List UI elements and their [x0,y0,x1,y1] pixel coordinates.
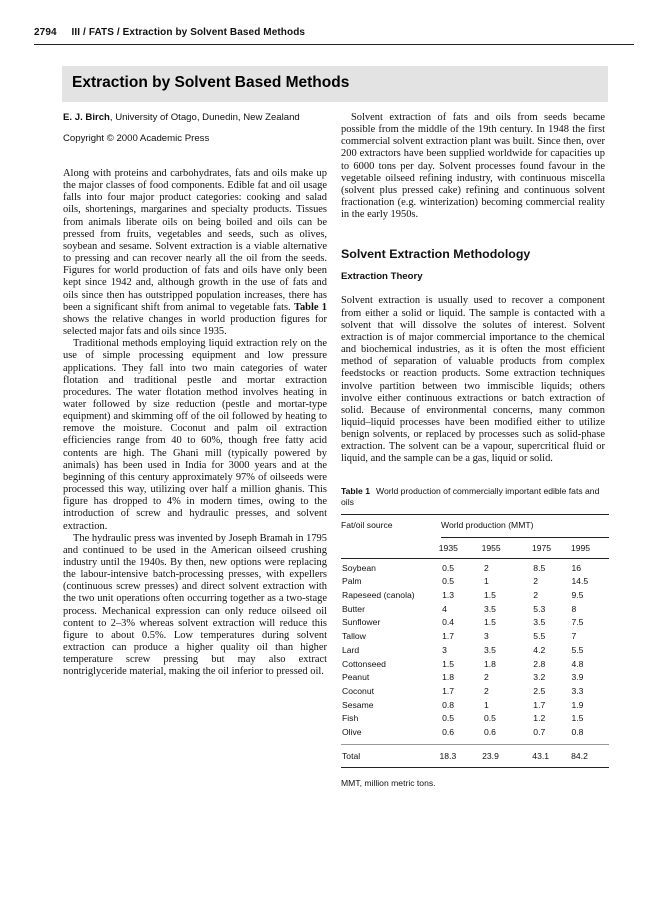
oil-name-cell: Rapeseed (canola) [342,590,415,600]
production-value-cell: 5.5 [533,631,546,642]
table-row [341,644,609,658]
subsection-heading: Extraction Theory [341,271,423,283]
production-value-cell: 0.5 [442,713,455,724]
table-group-header-row [341,515,609,537]
intro-paragraph-1-text: Along with proteins and carbohydrates, fats and oils make up the major classes of food components. Edible fat and oil usage falls into four major product categories: cooking and salad oils, shortenings, margarines and specialty products. Tissues from animals liberate oils on being boiled and oils can be pressed from fruits, vegetables and seeds, such as olives, soybean and sesame. Solvent extraction is a viable alternative to pressing and can recover nearly all the oil from the seeds. Figures for world production of fats and oils have only been kept since 1942 and, although growth in the use of fats and oils since then has outstripped population increases, there has been a significant shift from animal to vegetable fats. [63,168,327,313]
production-value-cell: 0.8 [442,699,455,710]
author-affiliation: , University of Otago, Dunedin, New Zealand [109,112,300,123]
table-row [341,562,609,576]
year-header: 1935 [438,542,458,553]
production-value-cell: 1.5 [483,590,496,600]
production-value-cell: 1.7 [442,685,455,696]
right-column [341,112,605,788]
table-footnote: MMT, million metric tons. [341,777,436,788]
table-rows [341,562,609,740]
table-row [341,685,609,699]
intro-paragraph-1 [63,168,327,338]
production-value-cell: 3 [483,631,489,642]
total-label: Total [342,750,361,761]
intro-body [63,168,327,679]
production-value-cell: 0.5 [442,562,455,573]
total-cell: 23.9 [482,750,499,761]
production-value-cell: 3.9 [571,672,584,683]
table-1-reference[interactable]: Table 1 [293,301,327,313]
author-name: E. J. Birch [63,112,110,123]
table-row [341,726,609,740]
table-row [341,671,609,685]
production-value-cell: 1.2 [533,713,546,724]
production-value-cell: 3 [442,644,447,655]
production-value-cell: 7 [571,631,577,642]
oil-name-cell: Soybean [342,562,376,573]
production-value-cell: 8 [571,603,577,614]
oil-name-cell: Peanut [342,672,370,683]
total-cell: 18.3 [439,750,457,761]
production-value-cell: 0.5 [442,576,455,587]
year-header-row [341,538,609,558]
table-row [341,658,609,672]
intro-paragraph-3: The hydraulic press was invented by Joseph Bramah in 1795 and continued to be used in the American oilseed crushing industry until the 1940s. By then, new options were replacing the labour-intensive batch-processing presses, with expellers (continuous screw presses) and direct solvent extraction with the two unit operations often occurring together as a two-stage process. Mechanical expression can only reduce oilseed oil content to 2–3% whereas solvent extraction will reduce this figure to about 0.5%. Low temperatures during solvent extraction can produce a higher quality oil than higher temperature screw pressing but may also extract nontriglyceride material, making the oil inferior to pressed oil. [63,532,327,678]
table-row [341,630,609,644]
table-row [341,575,609,589]
oil-name-cell: Palm [342,576,362,587]
production-value-cell: 3.5 [483,603,496,614]
intro-paragraph-1-tail: shows the relative changes in world production figures for selected major fats and oils since 1935. [63,313,327,338]
production-value-cell: 1.5 [442,658,455,669]
production-value-cell: 0.7 [533,727,546,738]
oil-name-cell: Sunflower [342,617,381,628]
history-paragraph: Solvent extraction of fats and oils from seeds became possible from the middle of the 19th century. In 1948 the first commercial solvent extraction plant was built. Since then, over 200 extractors have been supplied worldwide for capacities up to 6000 tons per day. Solvent processes found favour in the vegetable oilseed refining industry, with continuous miscella (solvent plus pressed cake) refining and continuous solvent fractionation (e.g. winterization) becoming commercial reality in the early 1950s. [341,112,605,221]
header-rule [34,44,634,45]
theory-paragraph: Solvent extraction is usually used to recover a component from either a solid or liquid. The sample is contacted with a solvent that will dissolve the solutes of interest. Solvent extraction is of major commercial importance to the chemical and biochemical industries, as it is often the most efficient method of separation of valuable products from complex feedstocks or reaction products. Some extraction techniques involve partition between two immiscible liquids; others involve either continuous extractions or batch extraction of solid. Because of environmental concerns, many common liquid–liquid processes have been modified either to utilize benign solvents, or replaced by processes such as solid-phase extraction. The solvent can be a vapour, supercritical fluid or liquid, and the sample can be a gas, liquid or solid. [341,295,605,465]
table-bottom-rule [341,767,609,768]
production-table [341,515,609,537]
table-body [341,562,609,740]
table-row [341,699,609,713]
production-value-cell: 1.9 [571,699,584,710]
production-value-cell: 1.5 [483,617,496,628]
table-row [341,589,609,603]
row-header-label: Fat/oil source [341,519,393,530]
table-label: Table 1 [341,485,370,496]
production-value-cell: 0.4 [442,617,455,628]
oil-name-cell: Coconut [342,685,375,696]
production-value-cell: 4 [442,603,447,614]
table-row [341,603,609,617]
production-value-cell: 4.2 [533,644,546,655]
production-value-cell: 2.8 [533,658,546,669]
production-value-cell: 14.5 [571,576,589,587]
copyright-line: Copyright © 2000 Academic Press [63,133,210,144]
production-value-cell: 0.8 [571,727,584,738]
production-value-cell: 1.8 [483,658,496,669]
oil-name-cell: Tallow [342,631,366,642]
production-value-cell: 0.6 [483,727,496,738]
oil-name-cell: Olive [342,727,362,738]
production-value-cell: 0.5 [483,713,496,724]
production-value-cell: 1.7 [442,631,455,642]
title-banner [62,66,608,102]
production-value-cell: 1.7 [533,699,546,710]
page-number: 2794 [34,27,57,38]
table-caption [341,486,605,508]
year-header: 1975 [531,542,552,553]
total-cell: 43.1 [532,750,550,761]
production-value-cell: 3.5 [483,644,496,655]
oil-name-cell: Butter [342,603,365,614]
table-row [341,616,609,630]
year-header: 1995 [570,542,591,553]
year-header: 1955 [481,542,501,553]
production-value-cell: 1.8 [442,672,455,683]
production-value-cell: 0.6 [442,727,455,738]
total-table [341,745,609,767]
intro-paragraph-2: Traditional methods employing liquid extraction rely on the use of simple processing equipment and low pressure applications. They fall into two main categories of water flotation and traditional pestle and mortar extraction procedures. The water flotation method involves heating in water followed by size reduction (pestle and mortar-type equipment) and skimming off of the oil followed by heating to remove the moisture. Coconut and palm oil extraction efficiencies range from 40 to 60%, though free fatty acid contents are high. The Ghani mill (typically powered by animals) has been used in India for 3000 years and at the beginning of this century approximately 97% of oilseeds were processed this way, utilizing over half a million ghanis. This figure has dropped to 4% in modern times, owing to the introduction of screw and hydraulic presses, and solvent extraction. [63,338,327,532]
production-value-cell: 2 [483,685,489,696]
production-value-cell: 1 [483,576,489,587]
production-value-cell: 2.5 [533,685,546,696]
production-value-cell: 2 [483,672,489,683]
oil-name-cell: Fish [342,713,359,724]
production-value-cell: 5.3 [533,603,546,614]
left-column [63,112,327,679]
running-head [34,27,305,38]
production-value-cell: 3.5 [533,617,546,628]
production-value-cell: 4.8 [571,658,584,669]
production-value-cell: 2 [533,590,539,600]
production-value-cell: 1.5 [571,713,584,724]
table-row [341,712,609,726]
oil-name-cell: Sesame [342,699,374,710]
oil-name-cell: Cottonseed [342,658,386,669]
table-caption-text: World production of commercially important edible fats and oils [341,485,600,507]
author-line [63,112,327,124]
production-value-cell: 1.3 [442,590,455,600]
production-value-cell: 2 [483,562,489,573]
header-bottom-rule [341,558,609,559]
production-value-cell: 3.3 [571,685,584,696]
production-value-cell: 9.5 [571,590,584,600]
running-head-section: III / FATS / Extraction by Solvent Based Methods [71,27,306,38]
article-title: Extraction by Solvent Based Methods [72,74,350,91]
section-heading: Solvent Extraction Methodology [341,247,531,262]
production-value-cell: 8.5 [533,562,546,573]
oil-name-cell: Lard [342,644,360,655]
production-value-cell: 16 [571,562,582,573]
production-value-cell: 2 [533,576,539,587]
group-header: World production (MMT) [441,519,534,530]
production-value-cell: 3.2 [533,672,546,683]
year-header-table [341,538,609,558]
production-value-cell: 1 [483,699,489,710]
production-value-cell: 7.5 [571,617,584,628]
total-row [341,745,609,767]
total-cell: 84.2 [571,750,588,761]
production-value-cell: 5.5 [571,644,584,655]
